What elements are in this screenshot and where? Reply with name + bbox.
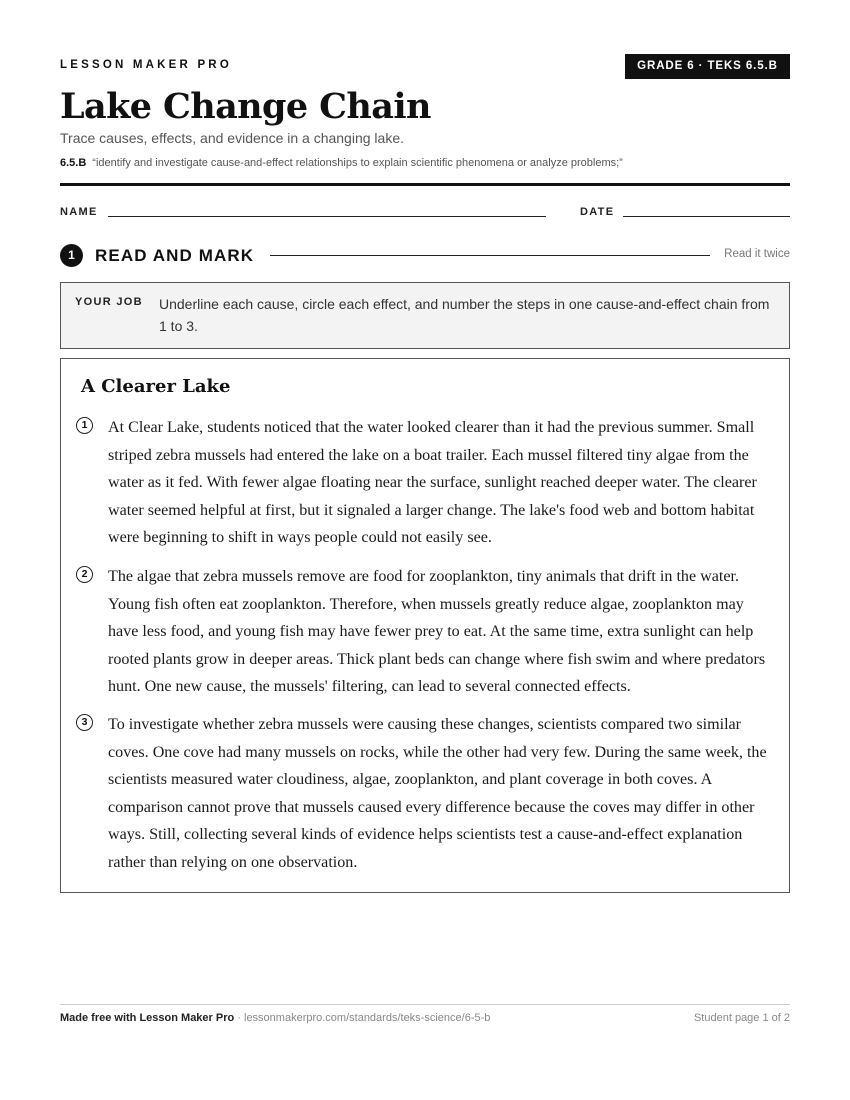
date-field[interactable] [623, 216, 790, 217]
paragraph-number: 2 [76, 566, 93, 583]
footer-credit [60, 1012, 490, 1024]
section-title: READ AND MARK [95, 246, 255, 265]
footer-url: · lessonmakerpro.com/standards/teks-science/6-5-b [234, 1012, 491, 1024]
paragraph-text: To investigate whether zebra mussels were causing these changes, scientists compared two similar coves. One cove had many mussels on rocks, while the other had very few. During the same week, the scientists measured water cloudiness, algae, zooplankton, and plant coverage in both coves. A comparison cannot prove that mussels caused every difference because the coves may differ in other ways. Still, collecting several kinds of evidence helps scientists test a cause-and-effect explanation rather than relying on one observation. [108, 716, 767, 871]
date-label: DATE [580, 206, 615, 218]
page-title: Lake Change Chain [60, 86, 431, 127]
instructions-text: Underline each cause, circle each effect, and number the steps in one cause-and-effect chain from 1 to 3. [159, 296, 770, 334]
standard-description [60, 157, 623, 169]
standard-code: 6.5.B [60, 157, 87, 169]
brand-name: LESSON MAKER PRO [60, 59, 232, 71]
standard-text: “identify and investigate cause-and-effect relationships to explain scientific phenomena or analyze problems;” [92, 157, 623, 169]
footer-brand: Made free with Lesson Maker Pro [60, 1012, 235, 1024]
name-label: NAME [60, 206, 98, 218]
instructions-label: YOUR JOB [75, 296, 143, 308]
paragraph-number: 1 [76, 417, 93, 434]
header-divider [60, 183, 790, 186]
paragraph-text: The algae that zebra mussels remove are food for zooplankton, tiny animals that drift in the water. Young fish often eat zooplankton. Therefore, when mussels greatly reduce algae, zooplankton may have less food, and young fish may have fewer prey to eat. At the same time, extra sunlight can help rooted plants grow in deeper areas. Thick plant beds can change where fish swim and where predators hunt. One new cause, the mussels' filtering, can lead to several connected effects. [108, 568, 766, 695]
reading-passage [60, 358, 790, 893]
page-subtitle: Trace causes, effects, and evidence in a changing lake. [60, 130, 404, 146]
paragraph-text: At Clear Lake, students noticed that the water looked clearer than it had the previous summer. Small striped zebra mussels had entered the lake on a boat trailer. Each mussel filtered tiny algae from the water as it fed. With fewer algae floating near the surface, sunlight reached deeper water. The clearer water seemed helpful at first, but it signaled a larger change. The lake's food web and bottom habitat were beginning to shift in ways people could not easily see. [108, 419, 757, 546]
page-indicator: Student page 1 of 2 [693, 1012, 790, 1024]
footer-divider [60, 1004, 790, 1005]
passage-title: A Clearer Lake [81, 376, 231, 397]
section-divider [270, 255, 710, 256]
section-number-badge: 1 [60, 244, 83, 267]
instructions-box [60, 282, 790, 349]
grade-standard-badge: GRADE 6 · TEKS 6.5.B [625, 54, 790, 79]
section-note: Read it twice [724, 248, 790, 260]
name-field[interactable] [108, 216, 546, 217]
paragraph-number: 3 [76, 714, 93, 731]
worksheet-page [60, 0, 790, 1100]
